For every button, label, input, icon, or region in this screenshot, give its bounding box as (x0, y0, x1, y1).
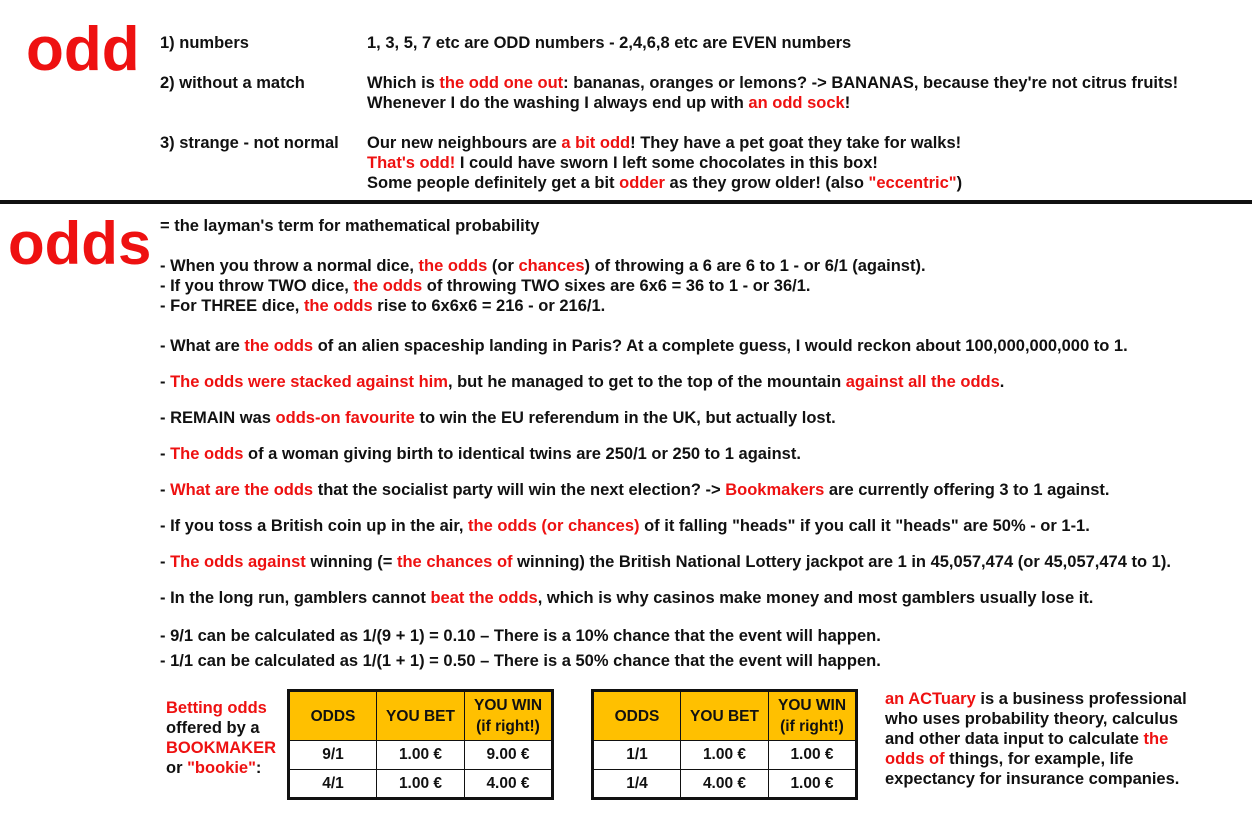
header-you-bet: YOU BET (377, 691, 465, 741)
text-segment: are currently offering 3 to 1 against. (824, 481, 1110, 499)
actuary-note (885, 689, 1187, 789)
text-segment: 1, 3, 5, 7 etc are ODD numbers - 2,4,6,8 etc are EVEN numbers (367, 34, 852, 52)
odds-paragraph-stacked (160, 372, 1004, 392)
text-segment: - (160, 481, 171, 499)
highlight-text: BOOKMAKER (166, 739, 276, 757)
text-line (166, 718, 276, 738)
cell-odds: 4/1 (289, 770, 377, 799)
highlight-text: against all the odds (845, 373, 1000, 391)
text-segment: is a business professional (975, 690, 1187, 708)
cell-odds: 1/1 (593, 741, 681, 770)
text-segment: ! (844, 94, 851, 112)
header-you-win: YOU WIN (if right!) (769, 691, 857, 741)
text-segment: (or (487, 257, 519, 275)
text-segment: rise to 6x6x6 = 216 - or 216/1. (372, 297, 606, 315)
text-segment: - 9/1 can be calculated as 1/(9 + 1) = 0.10 – There is a 10% chance that the event will happen. (160, 627, 881, 645)
text-segment: - What are (160, 337, 245, 355)
odds-paragraph-dice (160, 256, 926, 316)
text-line (885, 749, 1187, 769)
odd-label-1: 1) numbers (160, 34, 249, 52)
text-line (166, 738, 276, 758)
title-odd: odd (26, 15, 140, 84)
odds-table-2 (591, 689, 858, 800)
highlight-text: The odds against (170, 553, 306, 571)
text-segment: of it falling "heads" if you call it "heads" are 50% - or 1-1. (639, 517, 1090, 535)
text-segment: . (999, 373, 1005, 391)
text-segment: winning) the British National Lottery jackpot are 1 in 45,057,474 (or 45,057,474 to 1). (512, 553, 1171, 571)
highlight-text: the odds (418, 257, 488, 275)
text-segment: or (166, 759, 188, 777)
highlight-text: That's odd! (367, 154, 456, 172)
highlight-text: the odds (244, 337, 314, 355)
text-segment: I could have sworn I left some chocolates in this box! (455, 154, 878, 172)
text-line (160, 296, 926, 316)
highlight-text: What are the odds (170, 481, 314, 499)
text-line (885, 689, 1187, 709)
text-segment: expectancy for insurance companies. (885, 770, 1180, 788)
table-row (593, 770, 857, 799)
text-segment: who uses probability theory, calculus (885, 710, 1179, 728)
text-line (160, 408, 836, 428)
text-line (367, 33, 851, 53)
highlight-text: odds of (885, 750, 945, 768)
text-segment: - 1/1 can be calculated as 1/(1 + 1) = 0.50 – There is a 50% chance that the event will happen. (160, 652, 881, 670)
text-line (367, 93, 1178, 113)
header-you-win: YOU WIN (if right!) (465, 691, 553, 741)
highlight-text: "eccentric" (868, 174, 957, 192)
odds-definition: = the layman's term for mathematical probability (160, 217, 540, 235)
text-segment: - If you toss a British coin up in the air, (160, 517, 469, 535)
text-segment: as they grow older! (also (664, 174, 869, 192)
text-segment: - In the long run, gamblers cannot (160, 589, 431, 607)
cell-win: 1.00 € (769, 770, 857, 799)
text-segment: Some people definitely get a bit (367, 174, 620, 192)
text-segment: , which is why casinos make money and most gamblers usually lose it. (537, 589, 1094, 607)
highlight-text: a bit odd (561, 134, 631, 152)
highlight-text: "bookie" (187, 759, 256, 777)
highlight-text: Bookmakers (725, 481, 825, 499)
cell-win: 4.00 € (465, 770, 553, 799)
highlight-text: The odds (170, 445, 244, 463)
highlight-text: an ACTuary (885, 690, 976, 708)
text-segment: offered by a (166, 719, 260, 737)
text-segment: - (160, 553, 171, 571)
highlight-text: the odds (or chances) (468, 517, 640, 535)
text-segment: Whenever I do the washing I always end up with (367, 94, 749, 112)
cell-win: 1.00 € (769, 741, 857, 770)
title-odds: odds (8, 210, 152, 277)
betting-caption (166, 698, 276, 778)
section-divider (0, 200, 1252, 204)
table-row (289, 741, 553, 770)
text-line (160, 276, 926, 296)
text-line (160, 336, 1128, 356)
table-row (593, 741, 857, 770)
highlight-text: an odd sock (748, 94, 845, 112)
text-segment: things, for example, life (944, 750, 1134, 768)
text-segment: Which is (367, 74, 440, 92)
odd-entry-2 (367, 73, 1178, 113)
text-line (885, 769, 1187, 789)
text-segment: and other data input to calculate (885, 730, 1144, 748)
table-row (289, 770, 553, 799)
odds-paragraph-coin (160, 516, 1090, 536)
highlight-text: the odd one out (439, 74, 564, 92)
text-line (367, 73, 1178, 93)
text-segment: ) of throwing a 6 are 6 to 1 - or 6/1 (against). (584, 257, 926, 275)
odd-label-2: 2) without a match (160, 74, 305, 92)
text-segment: - For THREE dice, (160, 297, 304, 315)
odds-paragraph-lottery (160, 552, 1171, 572)
odds-table-1 (287, 689, 554, 800)
text-segment: - (160, 445, 171, 463)
highlight-text: odder (619, 174, 665, 192)
odd-entry-1 (367, 33, 851, 53)
cell-odds: 1/4 (593, 770, 681, 799)
highlight-text: chances (518, 257, 585, 275)
text-line (367, 153, 962, 173)
text-line (160, 256, 926, 276)
highlight-text: the odds (303, 297, 373, 315)
text-segment: to win the EU referendum in the UK, but actually lost. (414, 409, 836, 427)
cell-bet: 4.00 € (681, 770, 769, 799)
text-segment: ! They have a pet goat they take for walks! (630, 134, 962, 152)
text-segment: winning (= (305, 553, 397, 571)
text-line (160, 552, 1171, 572)
header-odds: ODDS (593, 691, 681, 741)
header-odds: ODDS (289, 691, 377, 741)
text-line (166, 758, 276, 778)
highlight-text: the odds (353, 277, 423, 295)
text-line (885, 709, 1187, 729)
text-segment: Our new neighbours are (367, 134, 562, 152)
text-line (160, 444, 801, 464)
text-line (160, 480, 1109, 500)
text-segment: - REMAIN was (160, 409, 276, 427)
text-line (885, 729, 1187, 749)
odd-label-3: 3) strange - not normal (160, 134, 339, 152)
highlight-text: Betting odds (166, 699, 267, 717)
text-segment: : bananas, oranges or lemons? -> BANANAS, because they're not citrus fruits! (563, 74, 1179, 92)
text-segment: that the socialist party will win the next election? -> (313, 481, 726, 499)
odds-paragraph-twins (160, 444, 801, 464)
text-segment: of throwing TWO sixes are 6x6 = 36 to 1 - or 36/1. (422, 277, 811, 295)
text-segment: of an alien spaceship landing in Paris? At a complete guess, I would reckon about 100,000,000,000 to 1. (313, 337, 1128, 355)
cell-bet: 1.00 € (681, 741, 769, 770)
highlight-text: beat the odds (430, 589, 538, 607)
cell-bet: 1.00 € (377, 770, 465, 799)
text-segment: - If you throw TWO dice, (160, 277, 354, 295)
text-segment: of a woman giving birth to identical twins are 250/1 or 250 to 1 against. (243, 445, 801, 463)
odds-paragraph-remain (160, 408, 836, 428)
text-segment: , but he managed to get to the top of the mountain (447, 373, 846, 391)
text-line (160, 624, 881, 649)
text-line (367, 173, 962, 193)
cell-win: 9.00 € (465, 741, 553, 770)
text-line (166, 698, 276, 718)
text-line (160, 588, 1093, 608)
highlight-text: the chances of (396, 553, 513, 571)
text-segment: - When you throw a normal dice, (160, 257, 419, 275)
odds-paragraph-alien (160, 336, 1128, 356)
odds-paragraph-gamblers (160, 588, 1093, 608)
text-segment: - (160, 373, 171, 391)
header-you-bet: YOU BET (681, 691, 769, 741)
text-line (160, 649, 881, 674)
cell-bet: 1.00 € (377, 741, 465, 770)
text-line (160, 516, 1090, 536)
cell-odds: 9/1 (289, 741, 377, 770)
text-line (160, 372, 1004, 392)
text-segment: : (255, 759, 262, 777)
odds-paragraph-election (160, 480, 1109, 500)
odd-entry-3 (367, 133, 962, 193)
highlight-text: odds-on favourite (275, 409, 415, 427)
odds-paragraph-calculation (160, 624, 881, 674)
highlight-text: the (1143, 730, 1169, 748)
text-segment: ) (956, 174, 963, 192)
highlight-text: The odds were stacked against him (170, 373, 448, 391)
text-line (367, 133, 962, 153)
